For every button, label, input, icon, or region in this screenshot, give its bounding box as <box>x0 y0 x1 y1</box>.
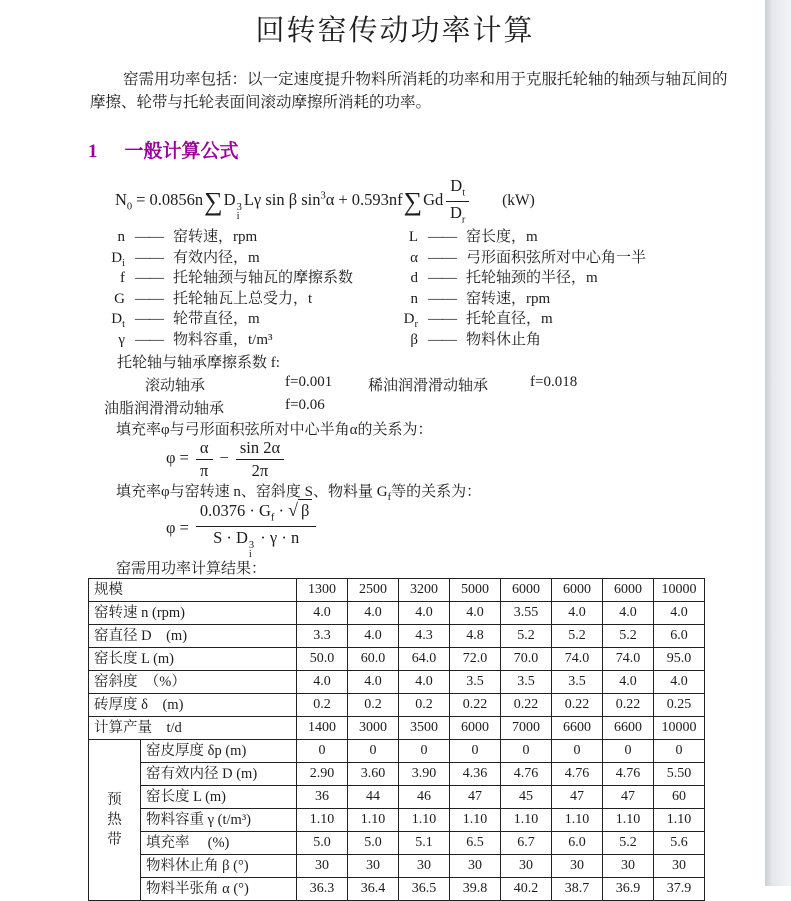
table-row <box>89 717 705 740</box>
table-value-cell: 2.90 <box>297 763 348 786</box>
variable-symbol: d <box>410 270 418 287</box>
row-label: 窑有效内径 D (m) <box>141 763 297 786</box>
table-value-cell: 60.0 <box>348 648 399 671</box>
dash-separator: —— <box>428 290 456 307</box>
row-label: 窑长度 L (m) <box>141 786 297 809</box>
table-value-cell: 1300 <box>297 579 348 602</box>
kiln-power-table <box>88 578 705 901</box>
table-value-cell: 5.0 <box>348 832 399 855</box>
table-value-cell: 0.25 <box>654 694 705 717</box>
row-label: 窑转速 n (rpm) <box>89 602 297 625</box>
table-value-cell: 6600 <box>603 717 654 740</box>
variable-description: 窑转速，rpm <box>173 229 258 245</box>
variable-subscript: r <box>414 319 418 331</box>
dash-separator: —— <box>428 331 456 348</box>
table-value-cell: 0.22 <box>450 694 501 717</box>
table-value-cell: 30 <box>348 855 399 878</box>
table-value-cell: 4.0 <box>654 602 705 625</box>
variable-symbol: $D_r$ <box>403 311 418 331</box>
sum-symbol: ∑ <box>403 187 423 217</box>
table-value-cell: 3.60 <box>348 763 399 786</box>
table-value-cell: 3.5 <box>501 671 552 694</box>
table-value-cell: 1400 <box>297 717 348 740</box>
friction-title: 托轮轴与轴承摩擦系数 f: <box>117 355 280 371</box>
table-value-cell: 2500 <box>348 579 399 602</box>
table-value-cell: 1.10 <box>501 809 552 832</box>
variable-symbol: f <box>120 270 125 287</box>
intro-paragraph: 窑需用功率包括：以一定速度提升物料所消耗的功率和用于克服托轮轴的轴颈与轴瓦间的摩擦、轮带与托轮表面间滚动摩擦所消耗的功率。 <box>90 71 728 111</box>
table-value-cell: 6600 <box>552 717 603 740</box>
page-title: 回转窑传动功率计算 <box>255 15 535 47</box>
table-value-cell: 3.5 <box>450 671 501 694</box>
variable-symbol: γ <box>118 331 125 348</box>
section-heading <box>88 136 239 163</box>
table-value-cell: 39.8 <box>450 878 501 901</box>
table-value-cell: 3.55 <box>501 602 552 625</box>
table-value-cell: 4.0 <box>399 602 450 625</box>
table-value-cell: 5.0 <box>297 832 348 855</box>
table-value-cell: 6.5 <box>450 832 501 855</box>
table-value-cell: 36.4 <box>348 878 399 901</box>
table-value-cell: 6000 <box>501 579 552 602</box>
table-value-cell: 4.0 <box>297 671 348 694</box>
table-value-cell: 1.10 <box>348 809 399 832</box>
table-row <box>89 809 705 832</box>
sum-symbol: ∑ <box>204 187 223 217</box>
table-value-cell: 4.3 <box>399 625 450 648</box>
variable-row <box>88 309 381 330</box>
table-value-cell: 1.10 <box>297 809 348 832</box>
table-value-cell: 4.0 <box>348 671 399 694</box>
table-row <box>89 694 705 717</box>
row-label: 填充率 (%) <box>141 832 297 855</box>
variable-symbol: n <box>117 229 125 245</box>
table-value-cell: 4.76 <box>552 763 603 786</box>
table-value-cell: 47 <box>603 786 654 809</box>
dash-separator: —— <box>135 290 163 307</box>
variable-symbol: n <box>410 290 418 307</box>
table-value-cell: 5.2 <box>501 625 552 648</box>
variable-description: 物料休止角 <box>466 331 542 348</box>
table-value-cell: 0 <box>603 740 654 763</box>
variable-description: 托轮轴瓦上总受力，t <box>173 290 313 307</box>
table-value-cell: 5.1 <box>399 832 450 855</box>
formula-fill-alpha: φ = $\frac{\alpha}{\pi}$ − $\frac{\sin 2\alpha}{2\pi}$ <box>166 438 287 481</box>
table-value-cell: 4.0 <box>297 602 348 625</box>
table-value-cell: 3.5 <box>552 671 603 694</box>
table-value-cell: 36.3 <box>297 878 348 901</box>
page-edge-shadow <box>765 0 791 886</box>
variable-description: 轮带直径，m <box>173 311 260 328</box>
table-value-cell: 3.90 <box>399 763 450 786</box>
variable-row <box>88 289 381 310</box>
friction-line-1 <box>0 374 765 395</box>
table-caption: 窑需用功率计算结果： <box>116 561 267 577</box>
table-row <box>89 579 705 602</box>
table-value-cell: 3000 <box>348 717 399 740</box>
table-value-cell: 4.8 <box>450 625 501 648</box>
table-value-cell: 4.0 <box>399 671 450 694</box>
friction-value: f=0.001 <box>285 374 333 390</box>
section-title: 一般计算公式 <box>124 141 239 162</box>
table-row <box>89 832 705 855</box>
table-value-cell: 0.2 <box>348 694 399 717</box>
table-value-cell: 74.0 <box>552 648 603 671</box>
variable-symbol: G <box>114 290 125 307</box>
table-value-cell: 10000 <box>654 717 705 740</box>
variable-description: 物料容重，t/m³ <box>173 331 273 348</box>
fill-rate-n-lead: 填充率φ与窑转速 n、窑斜度 S、物料量 $G_f$等的关系为： <box>116 484 482 503</box>
table-value-cell: 0 <box>450 740 501 763</box>
dash-separator: —— <box>428 270 456 287</box>
table-value-cell: 30 <box>654 855 705 878</box>
table-value-cell: 30 <box>603 855 654 878</box>
table-value-cell: 1.10 <box>552 809 603 832</box>
table-value-cell: 5.6 <box>654 832 705 855</box>
variable-symbol: $D_t$ <box>111 311 125 331</box>
table-value-cell: 0 <box>348 740 399 763</box>
variable-description: 窑转速，rpm <box>466 290 551 307</box>
table-value-cell: 0.22 <box>501 694 552 717</box>
table-value-cell: 0.2 <box>399 694 450 717</box>
variable-row <box>381 289 646 310</box>
table-value-cell: 38.7 <box>552 878 603 901</box>
table-value-cell: 6.0 <box>654 625 705 648</box>
variable-description: 托轮轴颈的半径，m <box>466 270 598 287</box>
table-value-cell: 46 <box>399 786 450 809</box>
table-value-cell: 3.3 <box>297 625 348 648</box>
dash-separator: —— <box>135 331 163 348</box>
table-value-cell: 6000 <box>603 579 654 602</box>
formula-fill-n: φ = $0.0376 \cdot G_f$ · √ β S · D 3 i · γ · n <box>166 500 319 559</box>
table-value-cell: 4.0 <box>348 602 399 625</box>
dash-separator: —— <box>135 249 163 266</box>
variable-description: 窑长度，m <box>466 229 538 245</box>
variable-description: 有效内径，m <box>173 249 260 266</box>
row-label: 窑皮厚度 δp (m) <box>141 740 297 763</box>
formula-main-power: $N_0 = 0.0856n\sum D$ 3 i Lγ sin β $\sin^3\alpha + 0.593nf\sum Gd$ $\frac{D_t}{D_r}$ (kW) <box>115 176 535 226</box>
table-value-cell: 30 <box>552 855 603 878</box>
table-value-cell: 45 <box>501 786 552 809</box>
table-row <box>89 878 705 901</box>
table-value-cell: 30 <box>450 855 501 878</box>
variable-row <box>381 248 646 269</box>
table-value-cell: 0 <box>501 740 552 763</box>
table-value-cell: 6.7 <box>501 832 552 855</box>
variable-row <box>381 227 646 248</box>
table-value-cell: 36.5 <box>399 878 450 901</box>
table-value-cell: 37.9 <box>654 878 705 901</box>
table-value-cell: 0 <box>297 740 348 763</box>
table-value-cell: 1.10 <box>450 809 501 832</box>
table-value-cell: 50.0 <box>297 648 348 671</box>
table-value-cell: 4.76 <box>501 763 552 786</box>
table-value-cell: 0 <box>552 740 603 763</box>
variable-row <box>88 227 381 248</box>
row-label: 物料半张角 α (°) <box>141 878 297 901</box>
table-value-cell: 95.0 <box>654 648 705 671</box>
variable-definitions <box>88 227 710 351</box>
group-label-preheat-zone <box>89 740 141 901</box>
variable-row <box>88 268 381 289</box>
table-value-cell: 3200 <box>399 579 450 602</box>
table-value-cell: 6000 <box>552 579 603 602</box>
dash-separator: —— <box>135 229 163 245</box>
friction-label: 稀油润滑滑动轴承 <box>368 378 489 394</box>
table-value-cell: 36 <box>297 786 348 809</box>
variable-row <box>88 248 381 269</box>
table-value-cell: 4.36 <box>450 763 501 786</box>
table-value-cell: 0.2 <box>297 694 348 717</box>
variable-subscript: t <box>122 319 125 331</box>
variable-symbol: α <box>410 249 418 266</box>
table-value-cell: 4.0 <box>450 602 501 625</box>
table-row <box>89 602 705 625</box>
sqrt-symbol: √ <box>288 500 299 520</box>
table-value-cell: 30 <box>297 855 348 878</box>
table-row <box>89 648 705 671</box>
row-label: 窑斜度 （%） <box>89 671 297 694</box>
table-value-cell: 5.2 <box>603 832 654 855</box>
table-value-cell: 10000 <box>654 579 705 602</box>
table-value-cell: 7000 <box>501 717 552 740</box>
table-value-cell: 4.76 <box>603 763 654 786</box>
table-value-cell: 5.2 <box>603 625 654 648</box>
variable-description: 弓形面积弦所对中心角一半 <box>466 249 647 266</box>
table-value-cell: 47 <box>552 786 603 809</box>
table-header-label: 规模 <box>89 579 297 602</box>
row-label: 物料容重 γ (t/m³) <box>141 809 297 832</box>
variable-subscript: i <box>122 257 125 269</box>
row-label: 砖厚度 δ (m) <box>89 694 297 717</box>
variable-symbol: $D_i$ <box>111 249 125 269</box>
table-value-cell: 4.0 <box>654 671 705 694</box>
friction-value: f=0.06 <box>285 397 325 413</box>
table-value-cell: 1.10 <box>399 809 450 832</box>
variable-column <box>88 227 381 351</box>
variable-row <box>381 268 646 289</box>
table-value-cell: 1.10 <box>603 809 654 832</box>
table-value-cell: 30 <box>399 855 450 878</box>
dash-separator: —— <box>428 311 456 328</box>
variable-symbol: β <box>410 331 418 348</box>
table-value-cell: 40.2 <box>501 878 552 901</box>
table-value-cell: 0.22 <box>603 694 654 717</box>
table-value-cell: 4.0 <box>603 671 654 694</box>
table-row <box>89 786 705 809</box>
table-value-cell: 30 <box>501 855 552 878</box>
table-value-cell: 44 <box>348 786 399 809</box>
table-value-cell: 5.2 <box>552 625 603 648</box>
table-value-cell: 1.10 <box>654 809 705 832</box>
variable-row <box>381 309 646 330</box>
table-value-cell: 0 <box>654 740 705 763</box>
table-row <box>89 625 705 648</box>
friction-label: 滚动轴承 <box>145 378 206 394</box>
variable-row <box>88 330 381 351</box>
variable-row <box>381 330 646 351</box>
table-row <box>89 855 705 878</box>
dash-separator: —— <box>135 270 163 287</box>
variable-description: 托轮直径，m <box>466 311 553 328</box>
table-value-cell: 70.0 <box>501 648 552 671</box>
table-value-cell: 47 <box>450 786 501 809</box>
table-value-cell: 4.0 <box>552 602 603 625</box>
table-value-cell: 4.0 <box>603 602 654 625</box>
row-label: 窑直径 D (m) <box>89 625 297 648</box>
table-row <box>89 671 705 694</box>
row-label: 计算产量 t/d <box>89 717 297 740</box>
friction-line-2 <box>0 397 765 418</box>
friction-label: 油脂润滑滑动轴承 <box>104 401 225 417</box>
table-value-cell: 3500 <box>399 717 450 740</box>
table-value-cell: 6.0 <box>552 832 603 855</box>
table-value-cell: 5.50 <box>654 763 705 786</box>
table-row <box>89 763 705 786</box>
table-value-cell: 64.0 <box>399 648 450 671</box>
table-row <box>89 740 705 763</box>
fill-rate-alpha-lead: 填充率φ与弓形面积弦所对中心半角α的关系为： <box>116 422 433 438</box>
variable-symbol: L <box>408 229 418 245</box>
table-value-cell: 0.22 <box>552 694 603 717</box>
table-value-cell: 5000 <box>450 579 501 602</box>
fraction-Dt-Dr: $\frac{D_t}{D_r}$ <box>446 176 469 227</box>
variable-column <box>381 227 646 351</box>
friction-value: f=0.018 <box>530 374 578 390</box>
row-label: 物料休止角 β (°) <box>141 855 297 878</box>
table-value-cell: 36.9 <box>603 878 654 901</box>
table-value-cell: 4.0 <box>348 625 399 648</box>
variable-description: 托轮轴颈与轴瓦的摩擦系数 <box>173 270 354 287</box>
dash-separator: —— <box>428 249 456 266</box>
group-label-vertical: 预 热 带 <box>107 792 122 848</box>
table-value-cell: 0 <box>399 740 450 763</box>
table-value-cell: 72.0 <box>450 648 501 671</box>
formula-lhs: $N_0$ <box>115 190 133 213</box>
section-number: 1 <box>88 141 98 162</box>
table-value-cell: 60 <box>654 786 705 809</box>
table-value-cell: 74.0 <box>603 648 654 671</box>
dash-separator: —— <box>428 229 456 245</box>
dash-separator: —— <box>135 311 163 328</box>
row-label: 窑长度 L (m) <box>89 648 297 671</box>
formula-unit: (kW) <box>502 192 535 210</box>
table-value-cell: 6000 <box>450 717 501 740</box>
